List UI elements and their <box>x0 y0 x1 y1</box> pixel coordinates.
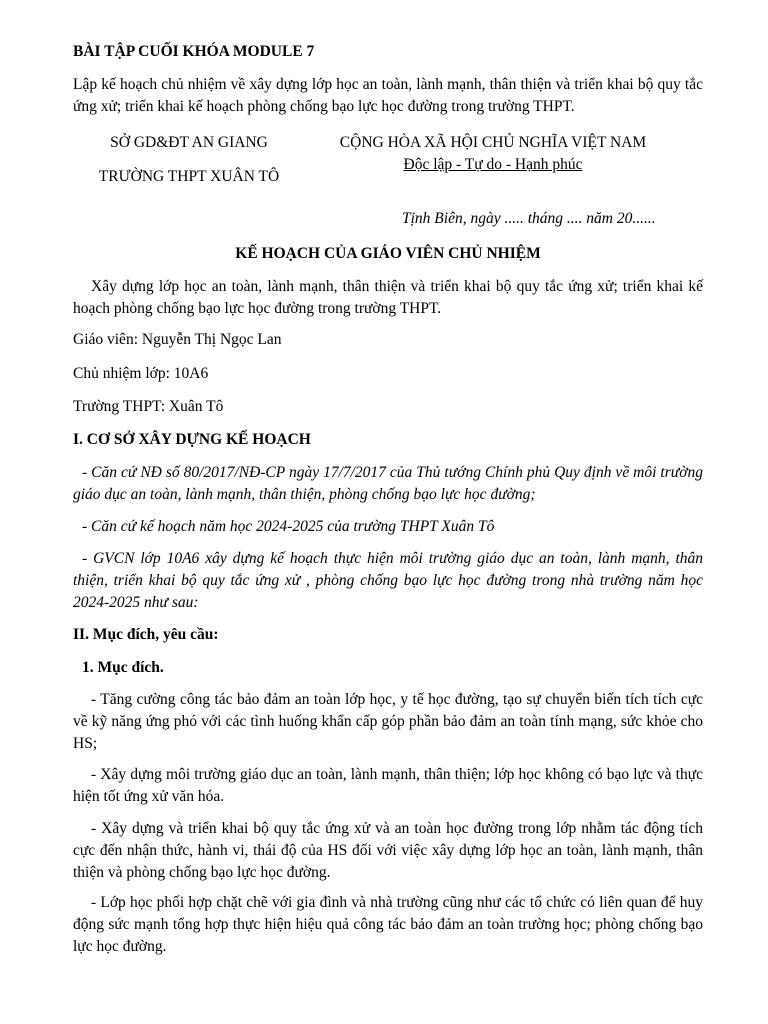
school-info: Trường THPT: Xuân Tô <box>73 398 224 415</box>
module-title: BÀI TẬP CUỐI KHÓA MODULE 7 <box>73 43 315 60</box>
section-1-item: - Căn cứ kế hoạch năm học 2024-2025 của trường THPT Xuân Tô <box>82 518 495 535</box>
teacher-info: Giáo viên: Nguyễn Thị Ngọc Lan <box>73 331 282 348</box>
country-name: CỘNG HÒA XÃ HỘI CHỦ NGHĨA VIỆT NAM <box>339 134 647 151</box>
task-description: Lập kế hoạch chủ nhiệm về xây dựng lớp học an toàn, lành mạnh, thân thiện và triển khai bộ quy tắc ứng xử; triển khai kế hoạch phòng chống bạo lực học đường trong trường THPT. <box>73 76 703 115</box>
national-motto-text: Độc lập - Tự do - Hạnh phúc <box>403 156 583 173</box>
section-2-item: - Tăng cường công tác bảo đảm an toàn lớp học, y tế học đường, tạo sự chuyển biến tích tích cực về kỹ năng ứng phó với các tình huống khẩn cấp góp phần bảo đảm an toàn tính mạng, sức khỏe cho HS; <box>73 691 703 752</box>
section-2-item: - Xây dựng môi trường giáo dục an toàn, lành mạnh, thân thiện; lớp học không có bạo lực và thực hiện tốt ứng xử văn hóa. <box>73 766 703 805</box>
section-2-subheading: 1. Mục đích. <box>82 659 164 676</box>
section-2-item: - Xây dựng và triển khai bộ quy tắc ứng xử và an toàn học đường trong lớp nhằm tác động tích cực đến nhận thức, hành vi, thái độ của HS đối với việc xây dựng lớp học an toàn, lành mạnh, thân thiện và phòng chống bạo lực học đường. <box>73 820 703 881</box>
section-1-heading: I. CƠ SỞ XÂY DỰNG KẾ HOẠCH <box>73 431 311 448</box>
section-2-item: - Lớp học phối hợp chặt chẽ với gia đình và nhà trường cũng như các tổ chức có liên quan để huy động sức mạnh tổng hợp thực hiện hiệu quả công tác bảo đảm an toàn trường học; phòng chống bạo lực học đường. <box>73 894 703 955</box>
date-line: Tịnh Biên, ngày ..... tháng .... năm 20...... <box>402 210 656 227</box>
class-info: Chủ nhiệm lớp: 10A6 <box>73 365 209 382</box>
department-name: SỞ GD&ĐT AN GIANG <box>110 134 268 151</box>
plan-title: KẾ HOẠCH CỦA GIÁO VIÊN CHỦ NHIỆM <box>235 245 541 262</box>
section-1-item: - GVCN lớp 10A6 xây dựng kế hoạch thực hiện môi trường giáo dục an toàn, lành mạnh, thân thiện, triển khai bộ quy tắc ứng xử , phòng chống bạo lực học đường trong nhà trường năm học 2024-2025 như sau: <box>73 550 703 611</box>
national-motto <box>305 154 681 176</box>
section-2-heading: II. Mục đích, yêu cầu: <box>73 626 219 643</box>
plan-intro: Xây dựng lớp học an toàn, lành mạnh, thân thiện và triển khai bộ quy tắc ứng xử; triển khai kế hoạch phòng chống bạo lực học đường trong trường THPT. <box>73 278 703 317</box>
school-name: TRƯỜNG THPT XUÂN TÔ <box>98 168 280 185</box>
section-1-item: - Căn cứ NĐ số 80/2017/NĐ-CP ngày 17/7/2017 của Thủ tướng Chính phủ Quy định về môi trường giáo dục an toàn, lành mạnh, thân thiện, phòng chống bạo lực học đường; <box>73 464 703 503</box>
